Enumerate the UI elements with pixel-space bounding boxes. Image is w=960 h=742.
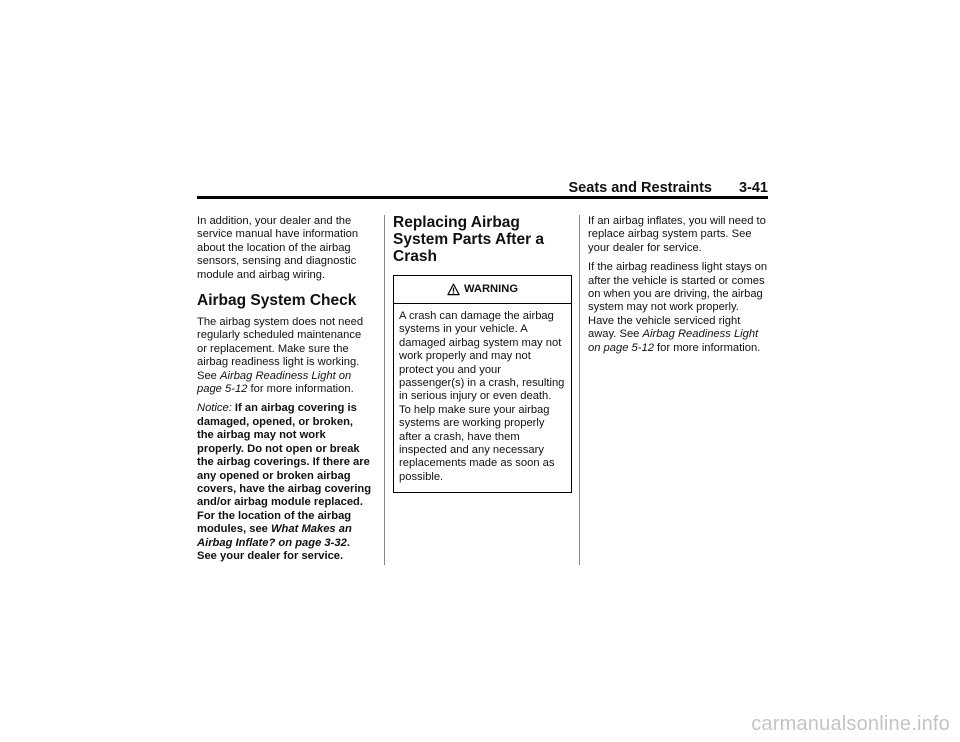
cross-reference-link[interactable]: What Makes an Airbag Inflate? on page 3-32 xyxy=(197,523,352,549)
notice-label: Notice: xyxy=(197,402,232,415)
check-paragraph xyxy=(197,316,372,396)
cross-reference-link[interactable]: Airbag Readiness Light on page 5-12 xyxy=(197,369,352,396)
page-number: 3-41 xyxy=(738,180,768,196)
warning-text: A crash can damage the airbag systems in your vehicle. A damaged airbag system may not work properly and may not protect you and your passenger(s) in a crash, resulting in serious injury or even death. To help make sure your airbag systems are working properly after a crash, have them inspected and any necessary replacements made as soon as possible. xyxy=(399,310,565,483)
column-divider xyxy=(579,215,580,565)
readiness-paragraph xyxy=(588,261,768,355)
column-2 xyxy=(393,214,573,493)
readiness-text-end: for more information. xyxy=(653,341,761,354)
section-title: Seats and Restraints xyxy=(568,180,712,196)
warning-box xyxy=(393,275,572,493)
warning-header xyxy=(394,276,571,304)
readiness-text: If the airbag readiness light stays on after the vehicle is started or comes on when you are driving, the airbag system may not work properly. Have the vehicle serviced right away. See xyxy=(588,261,768,341)
warning-triangle-icon xyxy=(447,283,460,296)
warning-label: WARNING xyxy=(463,282,519,295)
inflate-paragraph: If an airbag inflates, you will need to replace airbag system parts. See your dealer for service. xyxy=(588,215,766,254)
notice-text-end: . See your dealer for service. xyxy=(197,536,350,562)
header-rule xyxy=(197,196,768,199)
notice-paragraph xyxy=(197,402,372,563)
intro-paragraph: In addition, your dealer and the service manual have information about the location of the airbag sensors, sensing and diagnostic module and airbag wiring. xyxy=(197,215,359,281)
watermark: carmanualsonline.info xyxy=(751,713,950,735)
notice-text: If an airbag covering is damaged, opened, or broken, the airbag may not work properly. Do not open or break the airbag coverings. If there are any opened or broken airbag covers, have the airbag covering and/or airbag module replaced. For the location of the airbag modules, see xyxy=(197,402,372,536)
cross-reference-link[interactable]: Airbag Readiness Light on page 5-12 xyxy=(588,328,759,354)
column-3 xyxy=(588,215,768,361)
check-text-end: for more information. xyxy=(247,383,354,396)
column-divider xyxy=(384,215,385,565)
check-text: The airbag system does not need regularly scheduled maintenance or replacement. Make sure the airbag readiness light is working. See xyxy=(197,316,364,382)
section-heading: Replacing Airbag System Parts After a Crash xyxy=(393,214,545,265)
page-header xyxy=(197,178,768,196)
column-1 xyxy=(197,215,372,569)
section-heading: Airbag System Check xyxy=(197,292,357,310)
